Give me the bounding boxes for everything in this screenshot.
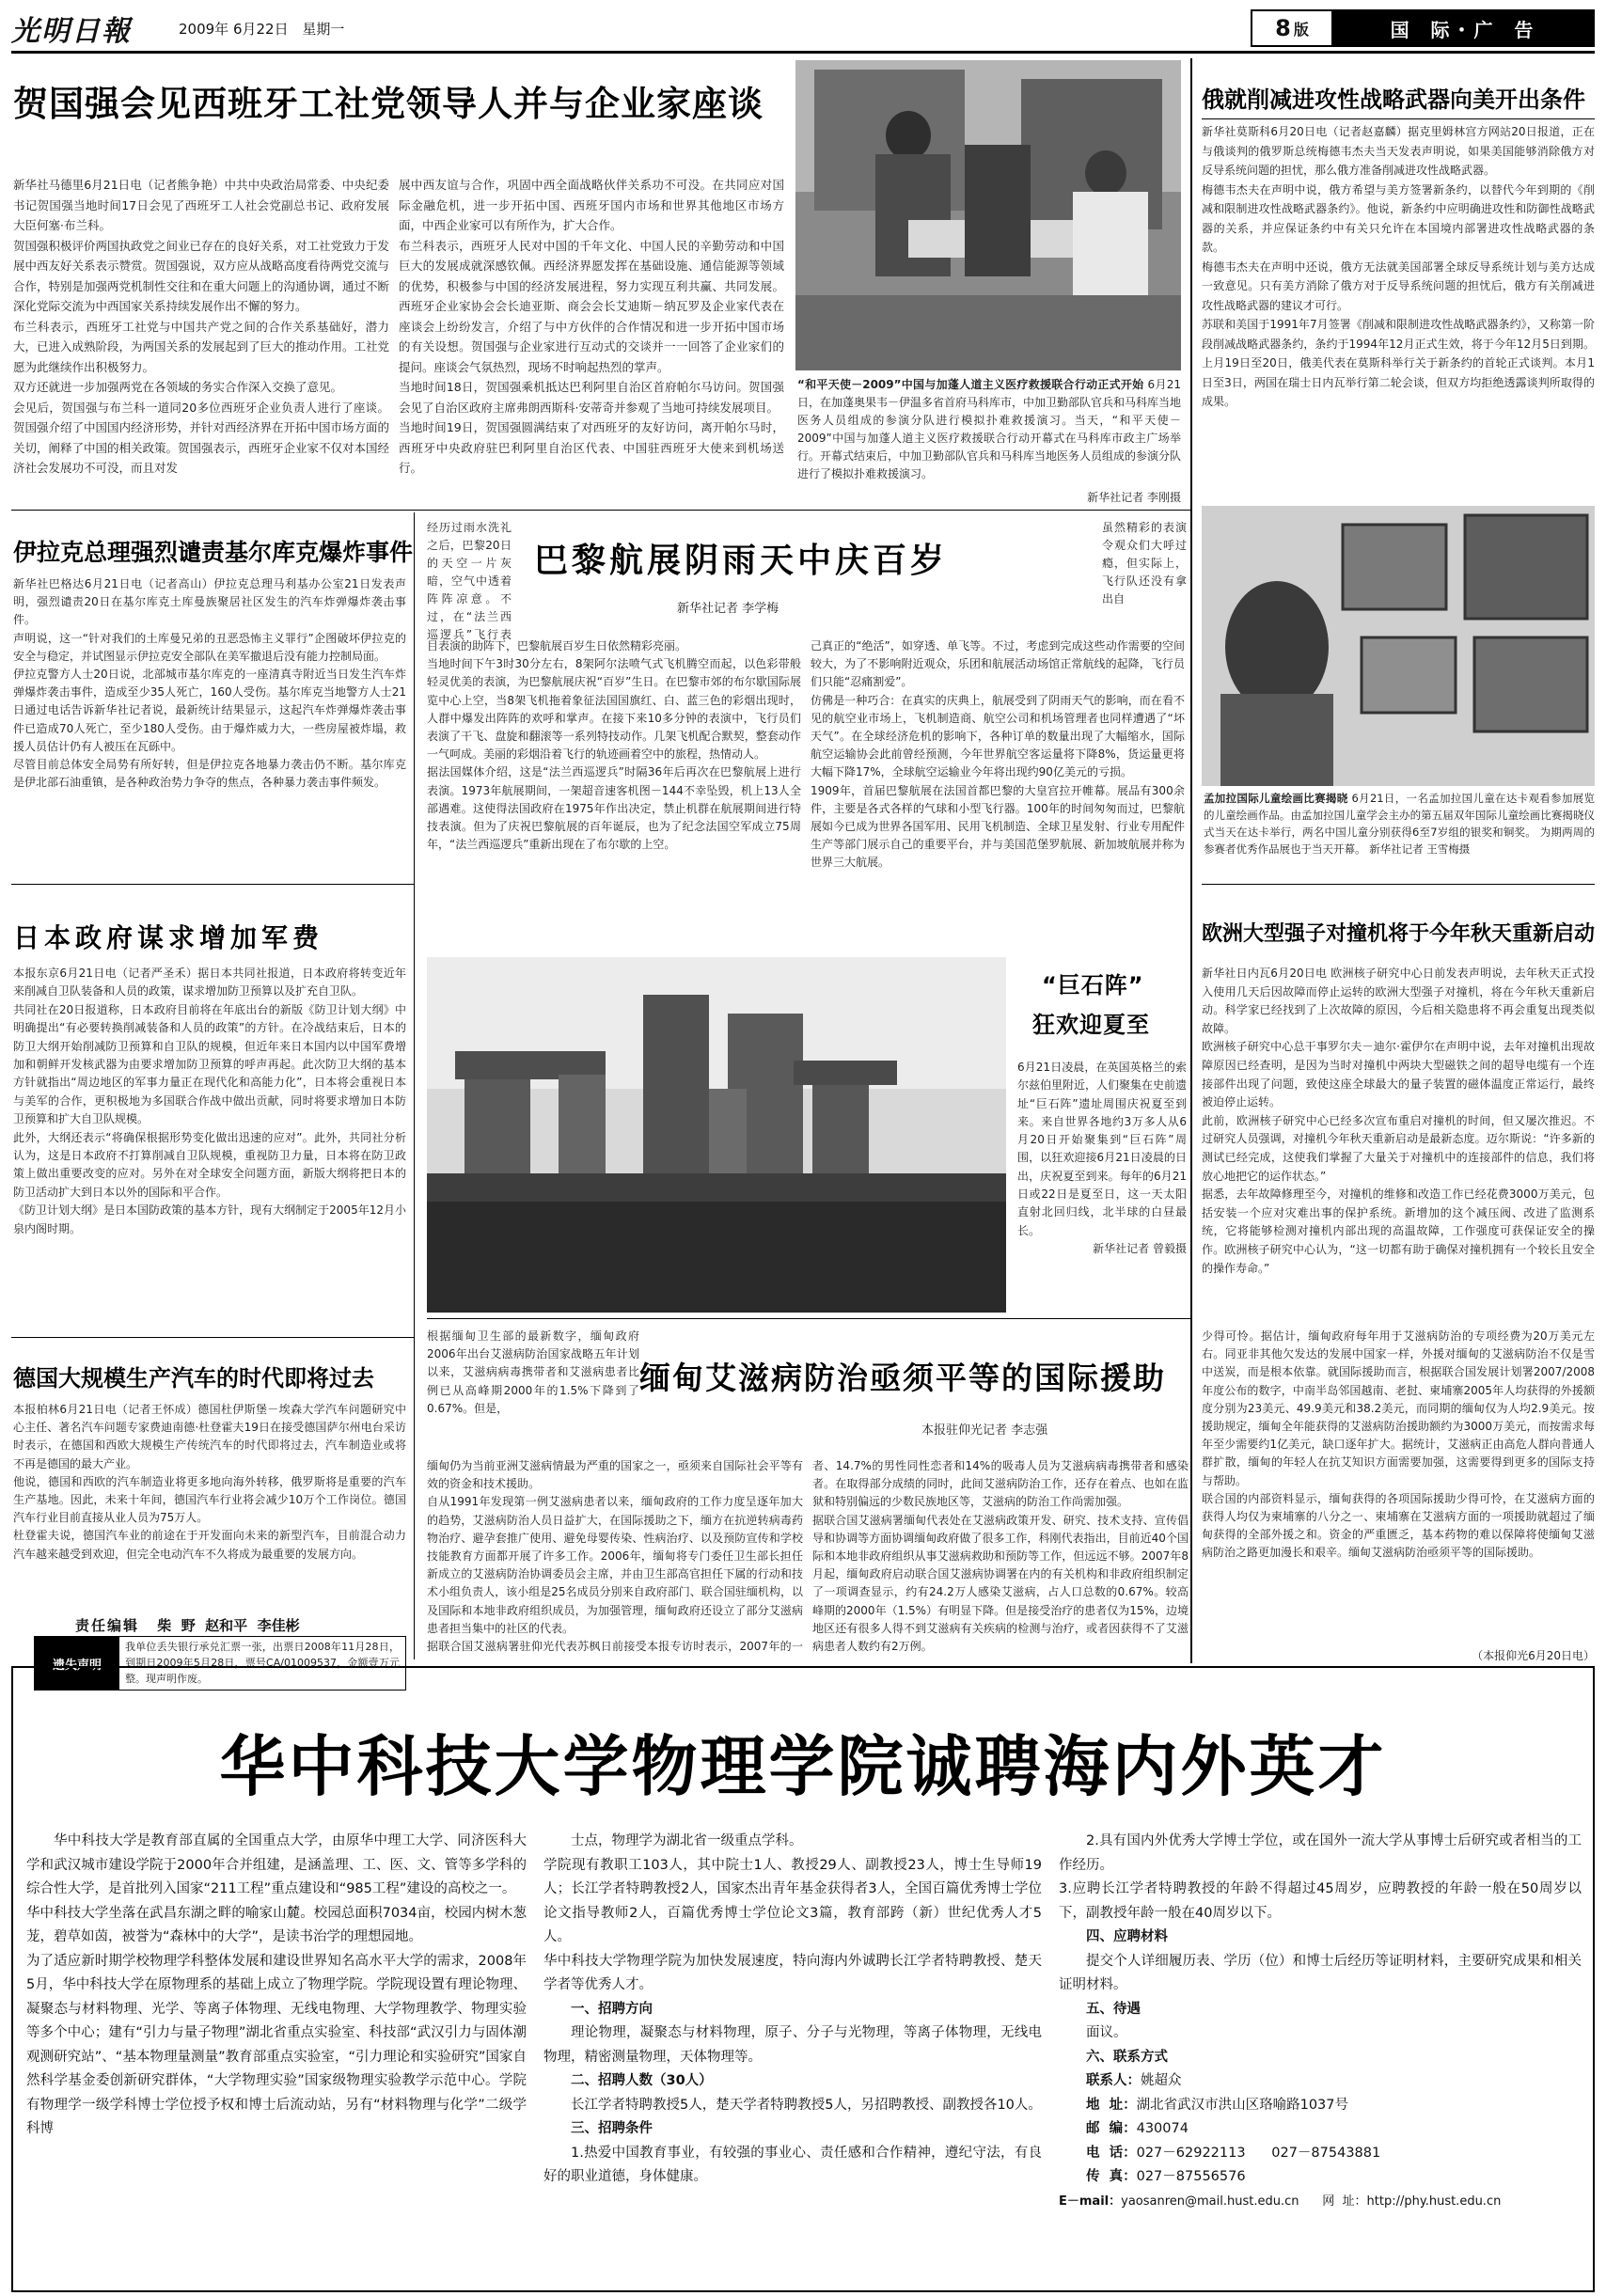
- lost-notice-text: 我单位丢失银行承兑汇票一张，出票日2008年11月28日，到期日2009年5月28日，票号CA/01009537，金额壹万元整。现声明作废。: [125, 1641, 400, 1685]
- contact-value: 430074: [1136, 2121, 1189, 2136]
- section-rule: [11, 1337, 414, 1338]
- article-paris-intro-left: [427, 519, 512, 641]
- article-myanmar-col1: [427, 1457, 803, 1657]
- caption-credit: 新华社记者 曾毅摄: [1093, 1241, 1187, 1255]
- caption-text: 6月21日，在加蓬奥果韦－伊温多省首府马科库市，中加卫勤部队官兵和马科库当地医务人员组成的参演分队进行模拟扑难救援演习。当天，“和平天使－2009”中国与加蓬人道主义医疗救援联合行动开幕式在马科库市政主广场举行。开幕式结束后，中加卫勤部队官兵和马科库当地医务人员组成的参演分队进行了模拟扑难救援演习。: [797, 378, 1181, 480]
- ad-item-text: 1.热爱中国教育事业，有较强的事业心、责任感和合作精神，遵纪守法，有良好的职业道德，身体健康。: [543, 2145, 1042, 2184]
- article-iraq: [13, 575, 406, 876]
- ad-item-heading: 二、招聘人数（30人）: [571, 2073, 713, 2088]
- contact-key: 联系人：: [1086, 2073, 1141, 2088]
- caption-stonehenge: [1017, 1059, 1187, 1313]
- article-body: 本报东京6月21日电（记者严圣禾）据日本共同社报道，日本政府将转变近年来削减自卫队装备和人员的政策，谋求增加防卫预算以及扩充自卫队。 共同社在20日报道称，日本政府目前将在年底出台的新版《防卫计划大纲》中明确提出“有必要转换削减装备和人员的政策”的方针。在冷战结束后，日本的防卫大纲开始削减防卫预算和自卫队的规模，但近年来日本国内以中国军费增加和朝鲜开发核武器为由要求增加防卫预算的呼声再起。此次防卫大纲的基本方针就指出“周边地区的军事力量正在现代化和高能力化”，日本将会重视日本与美军的合作，更积极地为多国联合作战中做出贡献，同时将要求增加日本防卫预算和扩大自卫队规模。 此外，大纲还表示“将确保根据形势变化做出迅速的应对”。此外，共同社分析认为，这是日本政府不打算削减自卫队规模，重视防卫力量，日本将在防卫政策上做出重要改变的应对。另外在对全球安全问题方面，新版大纲将把日本的防卫活动扩大到日本以外的国际和平合作。 《防卫计划大纲》是日本国防政策的基本方针，现有大纲制定于2005年12月小泉内阁时期。: [13, 967, 406, 1235]
- photo-child-painting-image: [1202, 506, 1595, 786]
- contact-row: [1059, 2190, 1582, 2214]
- column-rule: [414, 512, 415, 1659]
- headline-iraq: 伊拉克总理强烈谴责基尔库克爆炸事件: [13, 539, 414, 566]
- ad-item-3: [543, 2117, 1042, 2190]
- contact-row: [1059, 2142, 1582, 2166]
- headline-paris-airshow: 巴黎航展阴雨天中庆百岁: [534, 542, 949, 580]
- contact-key: 地 址：: [1086, 2097, 1137, 2113]
- article-paris-col1: [427, 637, 801, 940]
- article-paris-intro-right: [1102, 519, 1187, 641]
- contact-value: yaosanren@mail.hust.edu.cn 网 址：http://phy.hust.edu.cn: [1121, 2194, 1502, 2209]
- ad-col1: [26, 1830, 527, 2281]
- photo-stonehenge-title2: 狂欢迎夏至: [1032, 1012, 1150, 1038]
- ad-title: 华中科技大学物理学院诚聘海内外英才: [219, 1727, 1387, 1805]
- page-unit: 版: [1293, 20, 1309, 39]
- article-myanmar-col3: [1202, 1328, 1595, 1647]
- contact-key: 电 话：: [1086, 2145, 1137, 2161]
- headline-japan: 日本政府谋求增加军费: [13, 922, 324, 953]
- caption-title: “和平天使－2009”中国与加蓬人道主义医疗救援联合行动正式开始: [797, 378, 1144, 391]
- caption-tail: 为期两周的参赛者优秀作品展也于当天开幕。: [1204, 826, 1595, 856]
- section-name: 国 际・广 告: [1333, 11, 1593, 45]
- ad-item-heading: 六、联系方式: [1086, 2049, 1168, 2065]
- ad-item-text: 理论物理，凝聚态与材料物理，原子、分子与光物理，等离子体物理，无线电物理，精密测量物理，天体物理等。: [543, 2025, 1042, 2065]
- headline-germany-cars: 德国大规模生产汽车的时代即将过去: [13, 1365, 374, 1392]
- byline-myanmar: 本报驻仰光记者 李志强: [921, 1423, 1048, 1438]
- contact-row: [1059, 2165, 1582, 2190]
- article-body: 新华社马德里6月21日电（记者熊争艳）中共中央政治局常委、中央纪委书记贺国强当地时间17日会见了西班牙工人社会党副总书记、政府发展大臣何塞·布兰科。 贺国强积极评价两国执政党之间业已存在的良好关系，对工社党致力于发展中西友好关系表示赞赏。贺国强说，双方应从战略高度看待两党交流与合作，特别是加强两党机制性交往和在重大问题上的沟通协调，通过不断深化党际交流为中西国家关系持续发展作出不懈的努力。 布兰科表示，西班牙工社党与中国共产党之间的合作关系基础好，潜力大，已进入成熟阶段，为两国关系的发展起到了巨大的推动作用。工社党愿为此继续作出积极努力。 双方还就进一步加强两党在各领域的务实合作深入交换了意见。 会见后，贺国强与布兰科一道同20多位西班牙企业负责人进行了座谈。贺国强介绍了中国国内经济形势，并针对西经济界在开拓中国市场方面的关切，阐释了中国的相关政策。贺国强表示，西班牙企业家不仅对本国经济社会发展功不可没，而且对发: [13, 178, 389, 475]
- contact-key: 传 真：: [1086, 2169, 1137, 2184]
- page-tag: [1251, 9, 1595, 47]
- headline-he-guoqiang: 贺国强会见西班牙工社党领导人并与企业家座谈: [13, 84, 764, 124]
- lost-notice-label: 遗失声明: [35, 1637, 119, 1690]
- article-body: 新华社巴格达6月21日电（记者高山）伊拉克总理马利基办公室21日发表声明，强烈谴责20日在基尔库克土库曼族聚居社区发生的汽车炸弹爆炸袭击事件。 声明说，这一“针对我们的土库曼兄弟的丑恶恐怖主义罪行”企图破坏伊拉克的安全与稳定，并试图显示伊拉克安全部队在美军撤退后没有能力控制局面。 伊拉克警方人士20日说，北部城市基尔库克的一座清真寺附近当日发生汽车炸弹爆炸袭击事件，造成至少35人死亡，160人受伤。基尔库克当地警方人士21日通过电话告诉新华社记者说，最新统计结果显示，这起汽车炸弹爆炸袭击事件已造成70人死亡，至少180人受伤。由于爆炸威力大，一些房屋被炸塌，救援人员估计仍有人被压在瓦砾中。 尽管目前总体安全局势有所好转，但是伊拉克各地暴力袭击仍不断。基尔库克是伊北部石油重镇，是各种政治势力争夺的焦点，各种暴力袭击事件频发。: [13, 577, 406, 790]
- caption-title: 孟加拉国际儿童绘画比赛揭晓: [1204, 792, 1348, 805]
- headline-russia-arms: 俄就削减进攻性战略武器向美开出条件: [1202, 86, 1585, 113]
- article-body: 缅甸仍为当前亚洲艾滋病情最为严重的国家之一，亟须来自国际社会平等有效的资金和技术援助。 自从1991年发现第一例艾滋病患者以来，缅甸政府的工作力度呈逐年加大的趋势，艾滋病防治人员日益扩大，在国际援助之下，缅方在抗逆转病毒药物治疗、避孕套推广使用、避免母婴传染、性病治疗、以及预防宣传和学校技能教育方面都开展了许多工作。2006年，缅甸将专门委任卫生部长担任新成立的艾滋病防治协调委员会主席，并由卫生部高官担任下属的行动和技术小组负责人，该小组是25名成员分别来自政府部门、联合国驻缅机构，以及国际和本地非政府组织成员，为加强管理，缅甸政府还设立了部分艾滋病患者担当集中的社区的代表。 据联合国艾滋病署驻仰光代表苏枫日前接受本报专访时表示，2007年的一: [427, 1459, 803, 1654]
- section-rule: [427, 1318, 1190, 1319]
- myanmar-signoff: （本报仰光6月20日电）: [1472, 1649, 1595, 1662]
- caption-text: 6月21日凌晨，在英国英格兰的索尔兹伯里附近，人们聚集在史前遗址“巨石阵”遗址周围庆祝夏至到来。来自世界各地约3万多人从6月20日开始聚集到“巨石阵”周围，以狂欢迎接6月21日凌晨的日出，庆祝夏至到来。每年的6月21日或22日是夏至日，这一天太阳直射北回归线，北半球的白昼最长。: [1017, 1061, 1187, 1237]
- article-body: 新华社莫斯科6月20日电（记者赵嘉麟）据克里姆林宫方网站20日报道，正在与俄谈判的俄罗斯总统梅德韦杰夫当天发表声明说，如果美国能够消除俄方对反导系统问题的担忧，那么俄方准备削减进攻性战略武器。 梅德韦杰夫在声明中说，俄方希望与美方签署新条约，以替代今年到期的《削减和限制进攻性战略武器条约》。他说，新条约中应明确进攻性和防御性战略武器的关系，并应保证条约中有关只允许在本国境内部署进攻性战略武器的条款。 梅德韦杰夫在声明中还说，俄方无法就美国部署全球反导系统计划与美方达成一致意见。只有美方消除了俄方对于反导系统问题的担忧后，俄方有关削减进攻性战略武器的建议才可行。 苏联和美国于1991年7月签署《削减和限制进攻性战略武器条约》，又称第一阶段削减战略武器条约，条约于1994年12月正式生效，将于今年12月5日到期。上月19日至20日，俄美代表在莫斯科举行关于新条约的首轮正式谈判。本月1日至3日，两国在瑞士日内瓦举行第二轮会谈，但双方均拒绝透露谈判所取得的成果。: [1202, 125, 1595, 408]
- article-body: 根据缅甸卫生部的最新数字，缅甸政府2006年出台艾滋病防治国家战略五年计划以来，艾滋病病毒携带者和艾滋病患者比例已从高峰期2000年的1.5%下降到了0.67%。但是，: [427, 1329, 639, 1415]
- contact-value: 027－62922113 027－87543881: [1136, 2145, 1381, 2161]
- article-he-guoqiang-col2: [399, 175, 784, 510]
- caption-child-painting: [1204, 790, 1595, 876]
- photo-child-painting: [1202, 506, 1595, 786]
- issue-weekday: 星期一: [302, 21, 345, 38]
- article-body: 目表演的助阵下，巴黎航展百岁生日依然精彩亮丽。 当地时间下午3时30分左右，8架阿尔法喷气式飞机腾空而起，以色彩带般轻灵优美的表演，为巴黎航展庆祝“百岁”生日。在巴黎市郊的布尔歇国际展览中心上空，当8架飞机拖着象征法国国旗红、白、蓝三色的彩烟出现时，人群中爆发出阵阵的欢呼和掌声。在接下来10多分钟的表演中，飞行员们表演了干飞、盘旋和翻滚等一系列特技动作。几架飞机配合默契，整套动作一气呵成。美丽的彩烟沿着飞行的轨迹画着空中的旅程，热情动人。 据法国媒体介绍，这是“法兰西巡逻兵”时隔36年后再次在巴黎航展上进行表演。1973年航展期间，一架超音速客机图－144不幸坠毁，机上13人全部遇难。这使得法国政府在1975年作出决定，禁止机群在航展期间进行特技表演。但为了庆祝巴黎航展的百年诞辰，也为了纪念法国空军成立75周年，“法兰西巡逻兵”重新出现在了布尔歇的上空。: [427, 639, 801, 852]
- ad-col3: [1059, 1830, 1582, 2281]
- ad-item-text: 面议。: [1086, 2025, 1127, 2040]
- issue-date: [179, 19, 344, 39]
- newspaper-logo: 光明日報: [11, 15, 132, 48]
- article-body: 经历过雨水洗礼之后，巴黎20日的天空一片灰暗，空气中透着阵阵凉意。不过，在“法兰西巡逻兵”飞行表: [427, 521, 512, 641]
- masthead: [11, 6, 1595, 55]
- photo-stonehenge-title: “巨石阵”: [1042, 972, 1144, 999]
- contact-row: [1059, 2094, 1582, 2118]
- section-rule: [11, 884, 414, 885]
- article-body: 己真正的“绝活”，如穿透、单飞等。不过，考虑到完成这些动作需要的空间较大，为了不影响附近观众，乐团和航展活动场馆正常航线的起降，飞行员们只能“忍痛割爱”。 仿佛是一种巧合：在真实的庆典上，航展受到了阴雨天气的影响，而在看不见的航空业市场上，飞机制造商、航空公司和机场管理者也同样遭遇了“坏天气”。在全球经济危机的影响下，各种订单的数量出现了大幅缩水，国际航空运输协会此前曾经预测，今年世界航空客运量将下降8%，货运量更将大幅下降17%，全球航空运输业今年将出现约90亿美元的亏损。 1909年，首届巴黎航展在法国首都巴黎的大皇宫拉开帷幕。展品有300余件，主要是各式各样的气球和小型飞行器。100年的时间匆匆而过，巴黎航展如今已成为世界各国军用、民用飞机制造、全球卫星发射、行业专用配件生产等部门展示自己的重要平台，并与美国范堡罗航展、新加坡航展并称为世界三大航展。: [811, 639, 1185, 870]
- photo-medical-drill: [795, 60, 1181, 370]
- article-body: 本报柏林6月21日电（记者王怀成）德国杜伊斯堡－埃森大学汽车问题研究中心主任、著名汽车问题专家费迪南德·杜登霍夫19日在接受德国萨尔州电台采访时表示，在德国和西欧大规模生产传统汽车的时代即将过去，汽车制造业或将不再是德国的最大产业。 他说，德国和西欧的汽车制造业将更多地向海外转移，俄罗斯将是重要的汽车生产基地。因此，未来十年间，德国汽车行业将会减少10万个工作岗位。德国汽车行业目前直接从业人员为75万人。 杜登霍夫说，德国汽车业的前途在于开发面向未来的新型汽车，目前混合动力汽车越来越受到欢迎，但完全电动汽车不久将成为最重要的发展方向。: [13, 1403, 406, 1561]
- headline-rule: [1202, 118, 1595, 119]
- article-japan: [13, 965, 406, 1341]
- headline-lhc: 欧洲大型强子对撞机将于今年秋天重新启动: [1202, 922, 1596, 946]
- credit-medical-drill: 新华社记者 李刚摄: [1087, 491, 1181, 504]
- ad-title-banner: [28, 1715, 1578, 1807]
- contact-row: [1059, 2117, 1582, 2142]
- contact-value: 姚超众: [1141, 2073, 1182, 2088]
- article-myanmar-intro: [427, 1328, 639, 1459]
- ad-item-5: [1059, 1998, 1582, 2046]
- ad-item-6: [1059, 2046, 1582, 2070]
- page-number-box: [1252, 11, 1333, 45]
- editors-bar: [13, 1615, 408, 1634]
- page-number: 8: [1275, 15, 1291, 41]
- article-body: 虽然精彩的表演令观众们大呼过瘾，但实际上，飞行队还没有拿出自: [1102, 521, 1187, 605]
- ad-body: 2.具有国内外优秀大学博士学位，或在国外一流大学从事博士后研究或者相当的工作经历。 3.应聘长江学者特聘教授的年龄不得超过45周岁，应聘教授的年龄一般在50周岁以下，副教授年龄一般在40周岁以下。: [1059, 1833, 1582, 1921]
- column-rule: [1190, 58, 1192, 1663]
- headline-myanmar-aids: 缅甸艾滋病防治亟须平等的国际援助: [639, 1360, 1166, 1396]
- photo-stonehenge-image: [427, 957, 1006, 1313]
- contact-row: [1059, 2069, 1582, 2094]
- ad-body: 华中科技大学是教育部直属的全国重点大学，由原华中理工大学、同济医科大学和武汉城市建设学院于2000年合并组建，是涵盖理、工、医、文、管等多学科的综合性大学，是首批列入国家“211工程”重点建设和“985工程”建设的高校之一。 华中科技大学坐落在武昌东湖之畔的喻家山麓。校园总面积7034亩，校园内树木葱茏，碧草如茵，被誉为“森林中的大学”，是读书治学的理想园地。 为了适应新时期学校物理学科整体发展和建设世界知名高水平大学的需求，2008年5月，华中科技大学在原物理系的基础上成立了物理学院。学院现设置有理论物理、凝聚态与材料物理、光学、等离子体物理、无线电物理、大学物理教学、物理实验等多个中心；建有“引力与量子物理”湖北省重点实验室、科技部“武汉引力与固体潮观测研究站”、“基本物理量测量”教育部重点实验室，“引力理论和实验研究”国家自然科学基金委创新研究群体，“大学物理实验”国家级物理实验教学示范中心。学院有物理学一级学科博士学位授予权和博士后流动站，另有“材料物理与化学”二级学科博: [26, 1833, 527, 2136]
- issue-date-text: 2009年 6月22日: [179, 21, 289, 38]
- editors-names: 柴 野 赵和平 李佳彬: [157, 1617, 300, 1634]
- article-myanmar-col2: [812, 1457, 1189, 1657]
- caption-text: 6月21日，一名孟加拉国儿童在达卡观看参加展览的儿童绘画作品。由孟加拉国儿童学会主办的第五届双年国际儿童绘画比赛揭晓仪式当天在达卡举行，两名中国儿童分别获得6至7岁组的银奖和铜奖。: [1204, 792, 1595, 839]
- article-paris-col2: [811, 637, 1185, 940]
- editors-label: 责任编辑: [75, 1617, 140, 1634]
- ad-col2: [543, 1830, 1042, 2281]
- ad-item-heading: 三、招聘条件: [571, 2121, 653, 2136]
- ad-item-2: [543, 2069, 1042, 2117]
- ad-body: 士点，物理学为湖北省一级重点学科。 学院现有教职工103人，其中院士1人、教授29人、副教授23人，博士生导师19人；长江学者特聘教授2人，国家杰出青年基金获得者3人，全国百篇优秀博士学位论文指导教师2人，百篇优秀博士学位论文3篇，教育部跨（新）世纪优秀人才5人。 华中科技大学物理学院为加快发展速度，特向海内外诚聘长江学者特聘教授、楚天学者等优秀人才。: [543, 1833, 1042, 1992]
- article-body: 展中西友谊与合作，巩固中西全面战略伙伴关系功不可没。在共同应对国际金融危机，进一步开拓中国、西班牙国内市场和世界其他地区市场方面，中西企业家可以有所作为，扩大合作。 布兰科表示，西班牙人民对中国的千年文化、中国人民的辛勤劳动和中国巨大的发展成就深感钦佩。西经济界愿发挥在基础设施、通信能源等领域的优势，积极参与中国的经济发展进程，努力实现互利共赢、共同发展。西班牙企业家协会会长迪亚斯、商会会长艾迪斯－纳瓦罗及企业家代表在座谈会上纷纷发言，介绍了与中方伙伴的合作情况和进一步开拓中国市场的有关设想。贺国强与企业家进行互动式的交谈并一一回答了企业家们的提问。座谈会气氛热烈，现场不时响起热烈的掌声。 当地时间18日，贺国强乘机抵达巴利阿里自治区首府帕尔马访问。贺国强会见了自治区政府主席弗朗西斯科·安蒂奇并参观了当地可持续发展项目。 当地时间19日，贺国强圆满结束了对西班牙的友好访问，离开帕尔马时，西班牙中央政府驻巴利阿里自治区代表、中国驻西班牙大使来到机场送行。: [399, 178, 784, 475]
- article-body: 者、14.7%的男性同性恋者和14%的吸毒人员为艾滋病病毒携带者和感染者。在取得部分成绩的同时，此间艾滋病防治工作，还存在着点、也如在监狱和特别偏远的少数民族地区等，艾滋病的防治工作尚需加强。 据联合国艾滋病署缅甸代表处在艾滋病政策开发、研究、技术支持、宣传倡导和协调等方面协调缅甸政府做了很多工作，科刚代表指出，目前近40个国际和本地非政府组织从事艾滋病救助和预防等工作，但远远不够。2007年8月起，缅甸政府启动联合国艾滋病协调署在内的有关机构和非政府组织制定了一项调查显示，约有24.2万人感染艾滋病，占人口总数的0.67%。较高峰期的2000年（1.5%）有明显下降。但是接受治疗的患者仅为15%，边境地区还有很多人得不到艾滋病有关疾病的检测与治疗，或者因获得不了艾滋病患者人数约有2万例。: [812, 1459, 1189, 1654]
- ad-item-text: 长江学者特聘教授5人，楚天学者特聘教授5人，另招聘教授、副教授各10人。: [571, 2097, 1042, 2113]
- contact-value: 027－87556576: [1136, 2169, 1246, 2184]
- byline-paris: 新华社记者 李学梅: [677, 602, 779, 616]
- masthead-rule: [11, 51, 1595, 54]
- ad-item-heading: 五、待遇: [1086, 2001, 1141, 2017]
- caption-credit: 新华社记者 王雪梅摄: [1369, 842, 1471, 856]
- article-russia-arms: [1202, 122, 1595, 494]
- caption-medical-drill: [797, 376, 1181, 496]
- section-rule: [11, 510, 1190, 511]
- article-germany-cars: [13, 1401, 406, 1608]
- article-he-guoqiang-col1: [13, 175, 389, 510]
- contact-key: E－mail：: [1059, 2194, 1122, 2209]
- ad-item-text: 提交个人详细履历表、学历（位）和博士后经历等证明材料，主要研究成果和相关证明材料。: [1059, 1953, 1582, 1992]
- photo-stonehenge: [427, 957, 1006, 1313]
- article-body: 少得可怜。据估计，缅甸政府每年用于艾滋病防治的专项经费为20万美元左右。同亚非其他欠发达的发展中国家一样，外援对缅甸的艾滋病防治不仅是雪中送炭，而是根本依靠。就国际援助而言，根据联合国发展计划署2007/2008年度公布的数字，中南半岛邻国越南、老挝、柬埔寨2005年人均获得的外援额度分别为23美元、49.9美元和38.2美元，而同期的缅甸仅为人均2.9美元。按援助规定，缅甸全年能获得的艾滋病防治援助额约为3000万美元，而按需求每年至少需要约1亿美元，缺口逐年扩大。据统计，艾滋病正由高危人群向普通人群扩散，缅甸的年轻人在抗艾知识方面需要加强，这需要得到更多的国际支持与帮助。 联合国的内部资料显示，缅甸获得的各项国际援助少得可怜，在艾滋病方面的获得人均仅为柬埔寨的八分之一、柬埔寨在艾滋病方面的一项援助就超过了缅甸获得的全部外援之和。资金的严重匮乏，基本药物的难以保障将使缅甸艾滋病防治之路更加漫长和艰辛。缅甸艾滋病防治亟须平等的国际援助。: [1202, 1329, 1595, 1560]
- ad-item-4: [1059, 1926, 1582, 1998]
- ad-item-heading: 一、招聘方向: [571, 2001, 653, 2017]
- ad-item-1: [543, 1998, 1042, 2070]
- photo-medical-drill-image: [795, 60, 1181, 370]
- contact-value: 湖北省武汉市洪山区珞喻路1037号: [1136, 2097, 1349, 2113]
- contact-key: 邮 编：: [1086, 2121, 1137, 2136]
- article-body: 新华社日内瓦6月20日电 欧洲核子研究中心日前发表声明说，去年秋天正式投入使用几天后因故障而停止运转的欧洲大型强子对撞机，将在今年秋天重新启动。科学家已经找到了上次故障的原因，今后相关隐患将不再会重复出现类似故障。 欧洲核子研究中心总干事罗尔夫－迪尔·霍伊尔在声明中说，去年对撞机出现故障原因已经查明，是因为当时对撞机中两块大型磁铁之间的超导电缆有一个连接部件出现了问题，致使这座全球最大的量子装置的磁体温度正常运行，最终被迫停止运转。 此前，欧洲核子研究中心已经多次宣布重启对撞机的时间，但又屡次推迟。不过研究人员强调，对撞机今年秋天重新启动是最新态度。迈尔斯说：“许多新的测试已经完成，这使我们掌握了大量关于对撞机中的连接部件的信息，我们将放心地把它的运作状态。” 据悉，去年故障修理至今，对撞机的维修和改造工作已经花费3000万美元，包括安装一个应对灾难出事的保护系统。新增加的这个减压阀、改进了监测系统，它将能够检测对撞机内部出现的高温故障，工作强度可获保证安全的操作。欧洲核子研究中心认为，“这一切都有助于确保对撞机拥有一个较长且安全的操作寿命。”: [1202, 967, 1595, 1275]
- section-rule: [1202, 884, 1595, 885]
- ad-item-heading: 四、应聘材料: [1086, 1929, 1168, 1944]
